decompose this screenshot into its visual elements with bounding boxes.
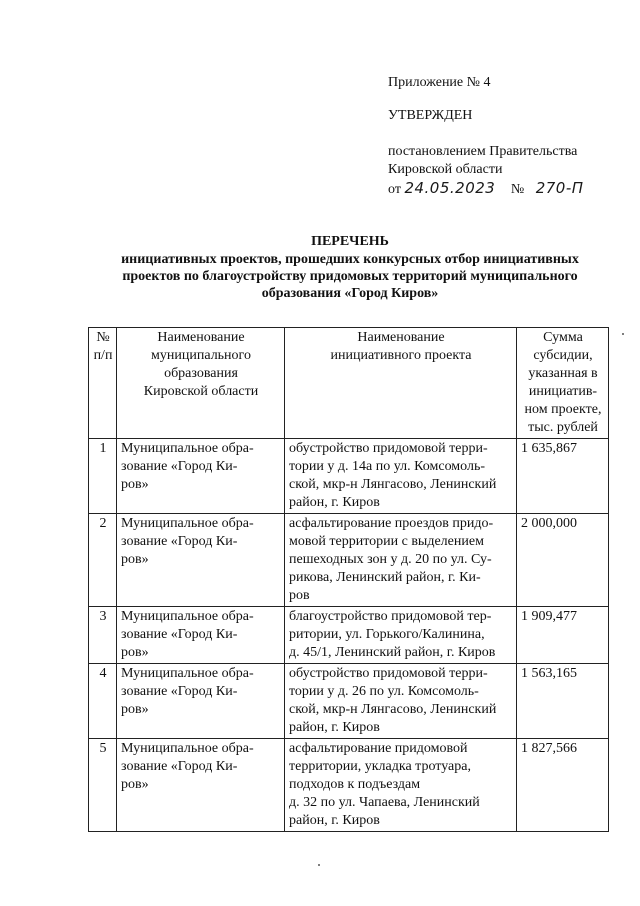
cell-line: Муниципальное обра-	[121, 609, 254, 624]
row-project	[285, 739, 517, 832]
header-num	[89, 328, 117, 439]
handwritten-number: 270-П	[535, 179, 584, 197]
row-number: 3	[89, 607, 117, 664]
row-sum: 2 000,000	[517, 514, 609, 607]
cell-line: благоустройство придомовой тер-	[289, 609, 492, 624]
header-text: субсидии,	[533, 348, 593, 363]
cell-line: Муниципальное обра-	[121, 741, 254, 756]
cell-line: подходов к подъездам	[289, 777, 421, 792]
header-sum	[517, 328, 609, 439]
header-text: образования	[164, 366, 238, 381]
header-text: ном проекте,	[524, 402, 602, 417]
scan-speck	[622, 333, 624, 335]
cell-line: ров»	[121, 645, 149, 660]
scan-speck	[318, 864, 320, 866]
header-text: Кировской области	[143, 384, 259, 399]
cell-line: район, г. Киров	[289, 720, 380, 735]
cell-line: район, г. Киров	[289, 813, 380, 828]
table-row	[89, 514, 609, 607]
row-sum: 1 827,566	[517, 739, 609, 832]
cell-line: зование «Город Ки-	[121, 459, 238, 474]
cell-line: Муниципальное обра-	[121, 666, 254, 681]
decree-line-2: Кировской области	[388, 162, 503, 177]
header-text: инициативного проекта	[330, 348, 472, 363]
cell-line: Муниципальное обра-	[121, 516, 254, 531]
row-municipality	[117, 439, 285, 514]
header-text: указанная в	[528, 366, 598, 381]
decree-date-line	[388, 179, 584, 199]
date-prefix: от	[388, 182, 401, 197]
document-heading: ПЕРЕЧЕНЬ	[311, 234, 389, 249]
cell-line: обустройство придомовой терри-	[289, 441, 488, 456]
row-number: 4	[89, 664, 117, 739]
row-project	[285, 439, 517, 514]
title-line-2: проектов по благоустройству придомовых территорий муниципального	[122, 269, 578, 284]
table-row	[89, 607, 609, 664]
cell-line: ров	[289, 588, 310, 603]
table-row	[89, 439, 609, 514]
header-text: тыс. рублей	[528, 420, 598, 435]
header-text: муниципального	[151, 348, 251, 363]
cell-line: зование «Город Ки-	[121, 534, 238, 549]
title-line-3: образования «Город Киров»	[261, 286, 439, 301]
cell-line: обустройство придомовой терри-	[289, 666, 488, 681]
header-municipality	[117, 328, 285, 439]
row-project	[285, 514, 517, 607]
cell-line: зование «Город Ки-	[121, 759, 238, 774]
cell-line: тории у д. 14а по ул. Комсомоль-	[289, 459, 486, 474]
header-project	[285, 328, 517, 439]
header-text: №	[96, 330, 110, 345]
cell-line: асфальтирование придомовой	[289, 741, 468, 756]
row-project	[285, 607, 517, 664]
header-text: Наименование	[157, 330, 245, 345]
cell-line: территории, укладка тротуара,	[289, 759, 471, 774]
cell-line: тории у д. 26 по ул. Комсомоль-	[289, 684, 479, 699]
row-municipality	[117, 607, 285, 664]
cell-line: асфальтирование проездов придо-	[289, 516, 494, 531]
cell-line: ритории, ул. Горького/Калинина,	[289, 627, 485, 642]
header-text: Сумма	[543, 330, 583, 345]
cell-line: ров»	[121, 777, 149, 792]
row-project	[285, 664, 517, 739]
row-municipality	[117, 664, 285, 739]
row-number: 2	[89, 514, 117, 607]
table-row	[89, 739, 609, 832]
header-text: Наименование	[357, 330, 445, 345]
projects-table	[88, 327, 609, 832]
cell-line: пешеходных зон у д. 20 по ул. Су-	[289, 552, 492, 567]
table-header-row	[89, 328, 609, 439]
header-text: инициатив-	[528, 384, 598, 399]
cell-line: рикова, Ленинский район, г. Ки-	[289, 570, 481, 585]
cell-line: ров»	[121, 477, 149, 492]
cell-line: Муниципальное обра-	[121, 441, 254, 456]
row-municipality	[117, 739, 285, 832]
cell-line: ской, мкр-н Лянгасово, Ленинский	[289, 477, 497, 492]
header-text: п/п	[93, 348, 113, 363]
cell-line: ров»	[121, 552, 149, 567]
appendix-label: Приложение № 4	[388, 75, 491, 90]
approved-label: УТВЕРЖДЕН	[388, 108, 473, 123]
row-municipality	[117, 514, 285, 607]
row-sum: 1 563,165	[517, 664, 609, 739]
cell-line: зование «Город Ки-	[121, 627, 238, 642]
cell-line: д. 45/1, Ленинский район, г. Киров	[289, 645, 496, 660]
cell-line: ской, мкр-н Лянгасово, Ленинский	[289, 702, 497, 717]
title-line-1: инициативных проектов, прошедших конкурсных отбор инициативных	[121, 252, 579, 267]
cell-line: зование «Город Ки-	[121, 684, 238, 699]
row-sum: 1 635,867	[517, 439, 609, 514]
cell-line: д. 32 по ул. Чапаева, Ленинский	[289, 795, 480, 810]
decree-line-1: постановлением Правительства	[388, 144, 578, 159]
cell-line: район, г. Киров	[289, 495, 380, 510]
row-sum: 1 909,477	[517, 607, 609, 664]
cell-line: мовой территории с выделением	[289, 534, 484, 549]
row-number: 1	[89, 439, 117, 514]
handwritten-date: 24.05.2023	[404, 179, 496, 197]
number-prefix: №	[510, 182, 525, 197]
table-row	[89, 664, 609, 739]
cell-line: ров»	[121, 702, 149, 717]
row-number: 5	[89, 739, 117, 832]
